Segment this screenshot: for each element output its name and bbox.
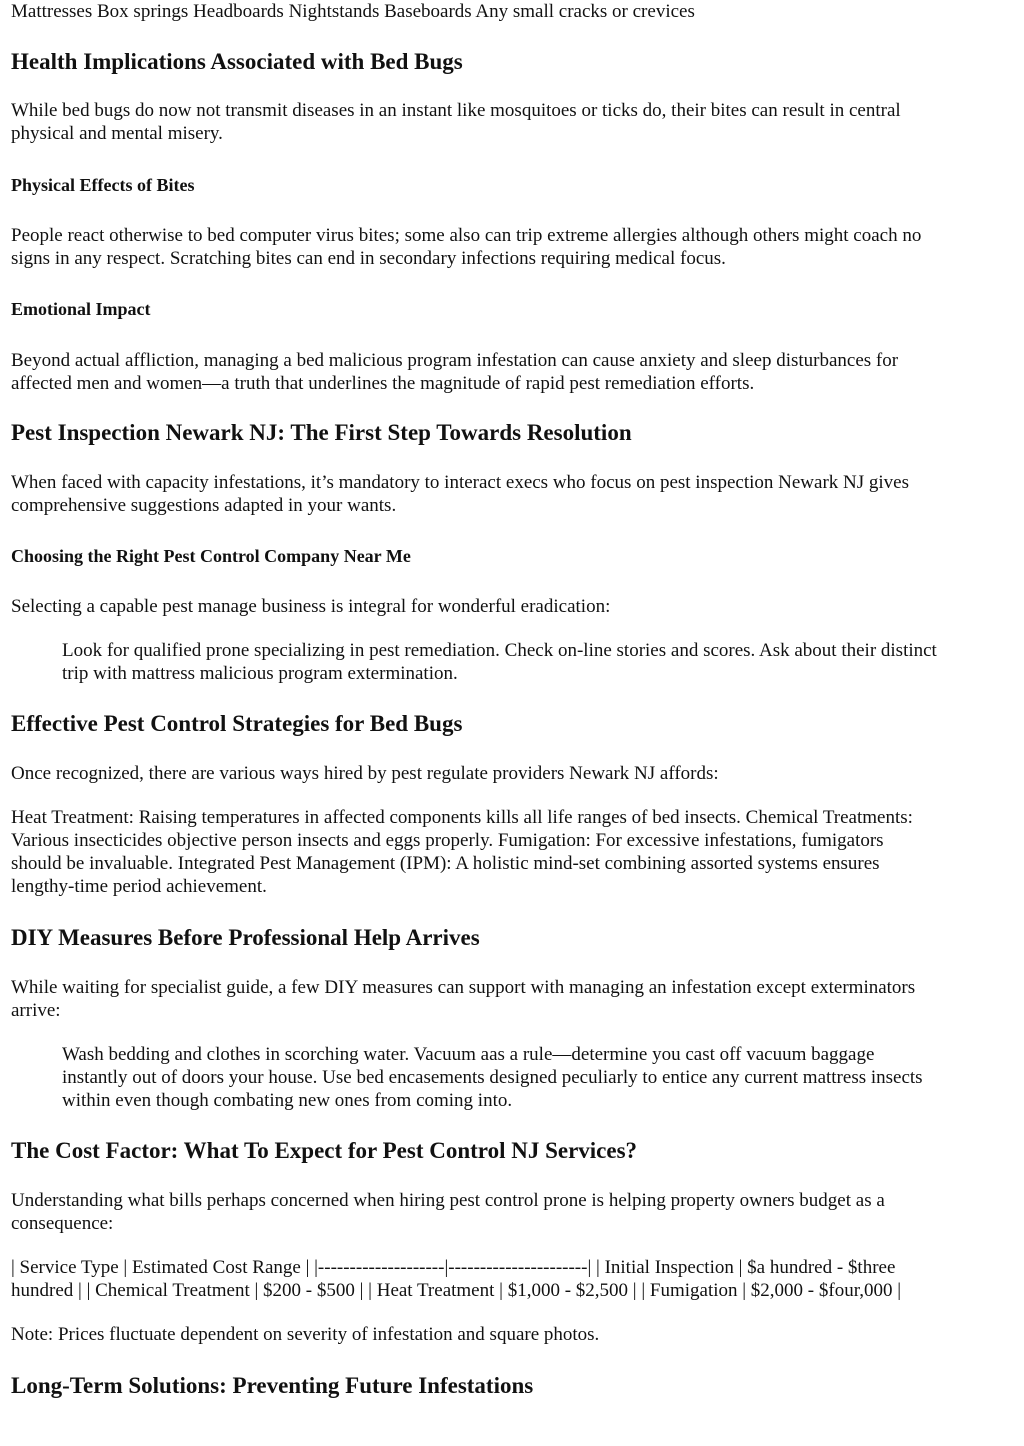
cost-table-text-line-1: | Service Type | Estimated Cost Range | |--------------------|----------------------| | Initial Inspection | $a hundred - $three — [11, 1257, 896, 1278]
choosing-paragraph: Selecting a capable pest manage business is integral for wonderful eradication: — [11, 596, 611, 617]
heading-diy-measures: DIY Measures Before Professional Help Arrives — [11, 925, 480, 950]
inspection-paragraph-line-1: When faced with capacity infestations, it’s mandatory to interact execs who focus on pest inspection Newark NJ gives — [11, 472, 910, 493]
health-paragraph-line-2: physical and mental misery. — [11, 123, 223, 144]
strategies-paragraph: Once recognized, there are various ways hired by pest regulate providers Newark NJ affords: — [11, 763, 719, 784]
strategies-list-line-3: should be invaluable. Integrated Pest Management (IPM): A holistic mind-set combining assorted systems ensures — [11, 853, 880, 874]
cost-table-text-line-2: hundred | | Chemical Treatment | $200 - $500 | | Heat Treatment | $1,000 - $2,500 | | Fumigation | $2,000 - $four,000 | — [11, 1280, 902, 1301]
heading-effective-strategies: Effective Pest Control Strategies for Bed Bugs — [11, 711, 463, 736]
diy-quote-line-3: within even though combating new ones from coming into. — [62, 1090, 513, 1111]
cost-note: Note: Prices fluctuate dependent on severity of infestation and square photos. — [11, 1324, 600, 1345]
heading-physical-effects: Physical Effects of Bites — [11, 175, 195, 195]
inspection-paragraph-line-2: comprehensive suggestions adapted in your wants. — [11, 495, 397, 516]
heading-choosing-company: Choosing the Right Pest Control Company Near Me — [11, 546, 411, 566]
heading-long-term-solutions: Long-Term Solutions: Preventing Future Infestations — [11, 1373, 534, 1398]
strategies-list-line-2: Various insecticides objective person insects and eggs properly. Fumigation: For excessive infestations, fumigators — [11, 830, 884, 851]
diy-paragraph-line-1: While waiting for specialist guide, a few DIY measures can support with managing an infestation except exterminators — [11, 977, 916, 998]
physical-paragraph-line-2: signs in any respect. Scratching bites can end in secondary infections requiring medical focus. — [11, 248, 726, 269]
heading-health-implications: Health Implications Associated with Bed Bugs — [11, 49, 463, 74]
emotional-paragraph-line-1: Beyond actual affliction, managing a bed malicious program infestation can cause anxiety and sleep disturbances for — [11, 350, 899, 371]
cost-paragraph-line-2: consequence: — [11, 1213, 114, 1234]
diy-paragraph-line-2: arrive: — [11, 1000, 61, 1021]
strategies-list-line-1: Heat Treatment: Raising temperatures in affected components kills all life ranges of bed insects. Chemical Treatments: — [11, 807, 913, 828]
diy-quote-line-1: Wash bedding and clothes in scorching water. Vacuum aas a rule—determine you cast off vacuum baggage — [62, 1044, 875, 1065]
physical-paragraph-line-1: People react otherwise to bed computer virus bites; some also can trip extreme allergies although others might coach no — [11, 225, 922, 246]
intro-line: Mattresses Box springs Headboards Nightstands Baseboards Any small cracks or crevices — [11, 1, 695, 22]
heading-cost-factor: The Cost Factor: What To Expect for Pest Control NJ Services? — [11, 1138, 638, 1163]
diy-quote-line-2: instantly out of doors your house. Use bed encasements designed peculiarly to entice any current mattress insects — [62, 1067, 923, 1088]
emotional-paragraph-line-2: affected men and women—a truth that underlines the magnitude of rapid pest remediation efforts. — [11, 373, 755, 394]
heading-pest-inspection: Pest Inspection Newark NJ: The First Step Towards Resolution — [11, 420, 632, 445]
heading-emotional-impact: Emotional Impact — [11, 299, 151, 319]
health-paragraph-line-1: While bed bugs do now not transmit diseases in an instant like mosquitoes or ticks do, their bites can result in central — [11, 100, 901, 121]
choosing-quote-line-1: Look for qualified prone specializing in pest remediation. Check on-line stories and scores. Ask about their distinct — [62, 640, 937, 661]
cost-paragraph-line-1: Understanding what bills perhaps concerned when hiring pest control prone is helping property owners budget as a — [11, 1190, 885, 1211]
strategies-list-line-4: lengthy-time period achievement. — [11, 876, 267, 897]
choosing-quote-line-2: trip with mattress malicious program extermination. — [62, 663, 458, 684]
